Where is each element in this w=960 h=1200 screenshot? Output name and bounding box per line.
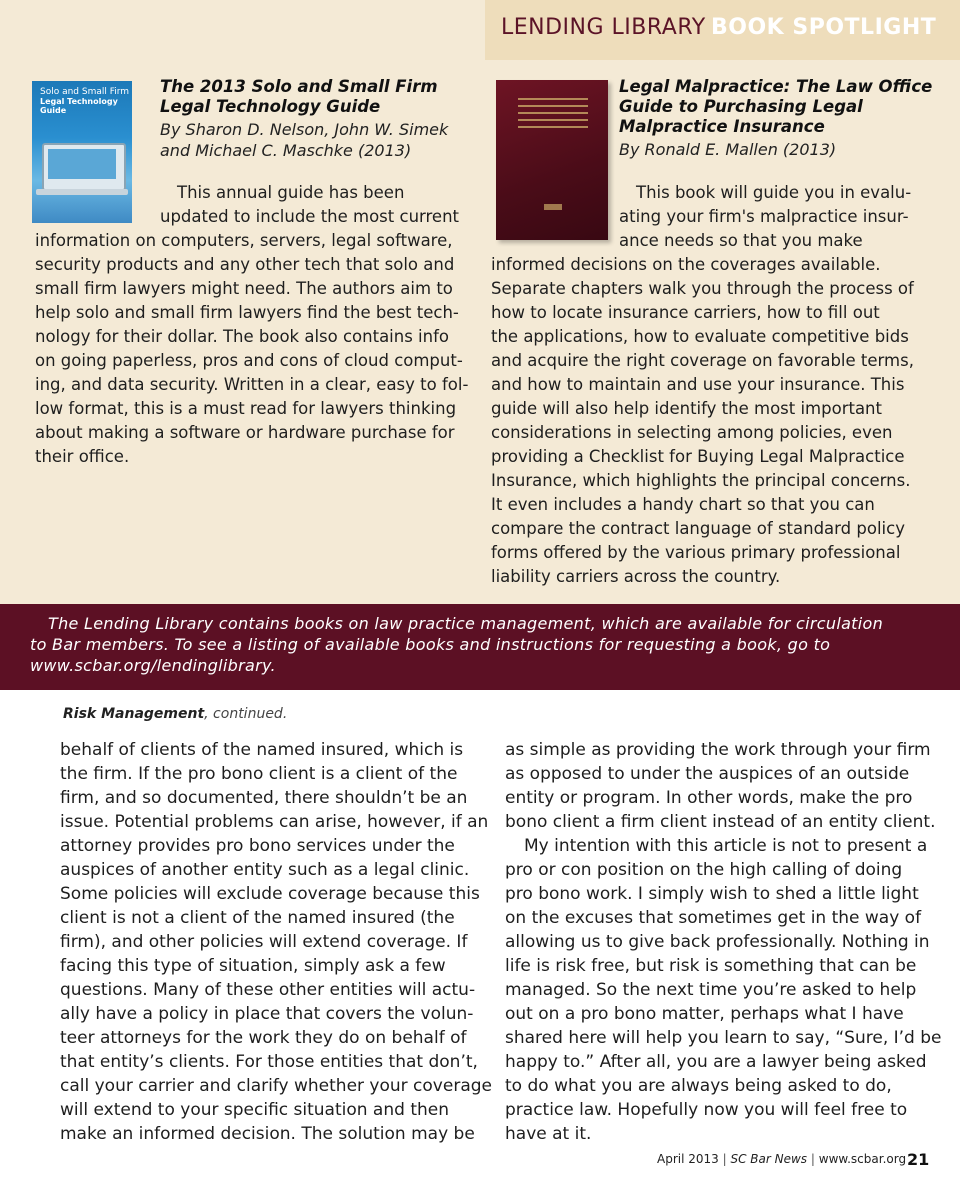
continued-suffix: , continued. — [204, 706, 288, 722]
article-col1-line: issue. Potential problems can arise, however, if an — [60, 812, 489, 832]
article-col1-line: facing this type of situation, simply ask a few — [60, 956, 446, 976]
book1-body-line: security products and any other tech that solo and — [35, 255, 455, 274]
article-col2-line: have at it. — [505, 1124, 592, 1144]
book2-body-line: liability carriers across the country. — [491, 567, 781, 586]
footer-separator: | — [810, 1152, 815, 1166]
book1-body-line: help solo and small firm lawyers find the best tech- — [35, 303, 459, 322]
book2-body-line: It even includes a handy chart so that you can — [491, 495, 875, 514]
book2-body-line: guide will also help identify the most important — [491, 399, 882, 418]
article-col1-line: the firm. If the pro bono client is a client of the — [60, 764, 458, 784]
book1-body-line: about making a software or hardware purchase for — [35, 423, 455, 442]
article-col1-line: firm, and so documented, there shouldn’t be an — [60, 788, 468, 808]
book2-body-line: informed decisions on the coverages available. — [491, 255, 881, 274]
article-col1-line: behalf of clients of the named insured, which is — [60, 740, 464, 760]
article-col1-line: call your carrier and clarify whether your coverage — [60, 1076, 492, 1096]
book2-title-line: Malpractice Insurance — [619, 117, 825, 136]
article-col2-line: on the excuses that sometimes get in the way of — [505, 908, 922, 928]
laptop-base — [36, 189, 128, 195]
article-col2-line: to do what you are always being asked to do, — [505, 1076, 892, 1096]
book2-body-line: ating your firm's malpractice insur- — [619, 207, 909, 226]
book2-body-line: This book will guide you in evalu- — [636, 183, 912, 202]
page-number: 21 — [907, 1150, 930, 1169]
footer-date: April 2013 — [657, 1152, 719, 1166]
book1-body-line: nology for their dollar. The book also contains info — [35, 327, 450, 346]
continued-section: Risk Management — [63, 706, 205, 722]
lending-library-banner — [0, 604, 960, 690]
article-col2-line: as opposed to under the auspices of an outside — [505, 764, 910, 784]
book1-body-line: ing, and data security. Written in a clear, easy to fol- — [35, 375, 469, 394]
book1-author-line: and Michael C. Maschke (2013) — [160, 141, 412, 160]
article-col2-line: managed. So the next time you’re asked to help — [505, 980, 917, 1000]
book1-cover-image — [32, 81, 132, 223]
book1-body-line: their office. — [35, 447, 130, 466]
book1-body-line: low format, this is a must read for lawyers thinking — [35, 399, 457, 418]
article-col1-line: firm), and other policies will extend coverage. If — [60, 932, 468, 952]
book1-title-line: The 2013 Solo and Small Firm — [160, 77, 438, 96]
banner-line: The Lending Library contains books on law practice management, which are available for circulation — [48, 614, 884, 633]
book2-body-line: how to locate insurance carriers, how to fill out — [491, 303, 880, 322]
footer — [657, 1152, 906, 1166]
article-col2-line: happy to.” After all, you are a lawyer being asked — [505, 1052, 927, 1072]
book2-cover-image — [496, 80, 608, 240]
article-col1-line: make an informed decision. The solution may be — [60, 1124, 475, 1144]
book1-body-line: updated to include the most current — [160, 207, 460, 226]
article-col1-line: questions. Many of these other entities will actu- — [60, 980, 476, 1000]
book2-title-line: Guide to Purchasing Legal — [619, 97, 863, 116]
book2-author-line: By Ronald E. Mallen (2013) — [619, 140, 837, 159]
book2-body-line: Separate chapters walk you through the process of — [491, 279, 914, 298]
book2-body-line: forms offered by the various primary professional — [491, 543, 901, 562]
article-col1-line: that entity’s clients. For those entities that don’t, — [60, 1052, 478, 1072]
header-title-part2: BOOK SPOTLIGHT — [711, 15, 937, 40]
header-title-part1: LENDING LIBRARY — [501, 15, 706, 40]
article-col2-line: allowing us to give back professionally. Nothing in — [505, 932, 930, 952]
article-col1-line: attorney provides pro bono services under the — [60, 836, 455, 856]
book2-body-line: considerations in selecting among policies, even — [491, 423, 893, 442]
article-col1-line: auspices of another entity such as a legal clinic. — [60, 860, 470, 880]
book2-body-line: providing a Checklist for Buying Legal Malpractice — [491, 447, 905, 466]
article-col1-line: Some policies will exclude coverage because this — [60, 884, 480, 904]
book2-body-line: compare the contract language of standard policy — [491, 519, 905, 538]
continued-label — [63, 706, 287, 722]
book1-title-line: Legal Technology Guide — [160, 97, 381, 116]
article-col2-line: life is risk free, but risk is something that can be — [505, 956, 917, 976]
footer-site: www.scbar.org — [818, 1152, 907, 1166]
article-col1-line: client is not a client of the named insured (the — [60, 908, 455, 928]
banner-line: to Bar members. To see a listing of available books and instructions for requesting a book, go to — [30, 635, 831, 654]
article-col2-line: pro bono work. I simply wish to shed a little light — [505, 884, 919, 904]
book2-body-line: the applications, how to evaluate competitive bids — [491, 327, 909, 346]
article-col2-line: out on a pro bono matter, perhaps what I have — [505, 1004, 904, 1024]
book1-cover-line2: Legal Technology Guide — [40, 97, 118, 115]
spotlight-header — [485, 0, 960, 60]
article-col2-line: as simple as providing the work through your firm — [505, 740, 931, 760]
book1-body-line: This annual guide has been — [177, 183, 405, 202]
book1-body-line: small firm lawyers might need. The authors aim to — [35, 279, 453, 298]
laptop-screen — [48, 149, 116, 179]
book2-body-line: and acquire the right coverage on favorable terms, — [491, 351, 914, 370]
book2-body-line: ance needs so that you make — [619, 231, 863, 250]
book2-body-line: Insurance, which highlights the principal concerns. — [491, 471, 911, 490]
book1-author-line: By Sharon D. Nelson, John W. Simek — [160, 120, 449, 139]
footer-publication: SC Bar News — [730, 1152, 808, 1166]
article-col2-line: shared here will help you learn to say, “Sure, I’d be — [505, 1028, 942, 1048]
article-col2-line: bono client a firm client instead of an entity client. — [505, 812, 936, 832]
book2-title-line: Legal Malpractice: The Law Office — [619, 77, 933, 96]
article-col1-line: teer attorneys for the work they do on behalf of — [60, 1028, 467, 1048]
article-col1-line: will extend to your specific situation and then — [60, 1100, 449, 1120]
book1-body-line: information on computers, servers, legal software, — [35, 231, 453, 250]
footer-separator: | — [722, 1152, 727, 1166]
book2-body-line: and how to maintain and use your insurance. This — [491, 375, 905, 394]
article-col2-line: practice law. Hopefully now you will feel free to — [505, 1100, 908, 1120]
book1-cover-line1: Solo and Small Firm — [40, 87, 130, 97]
article-col2-line: pro or con position on the high calling of doing — [505, 860, 903, 880]
article-col2-line: entity or program. In other words, make the pro — [505, 788, 913, 808]
article-col1-line: ally have a policy in place that covers the volun- — [60, 1004, 474, 1024]
article-col2-line: My intention with this article is not to present a — [524, 836, 928, 856]
book1-body-line: on going paperless, pros and cons of cloud comput- — [35, 351, 463, 370]
banner-line: www.scbar.org/lendinglibrary. — [30, 656, 276, 675]
